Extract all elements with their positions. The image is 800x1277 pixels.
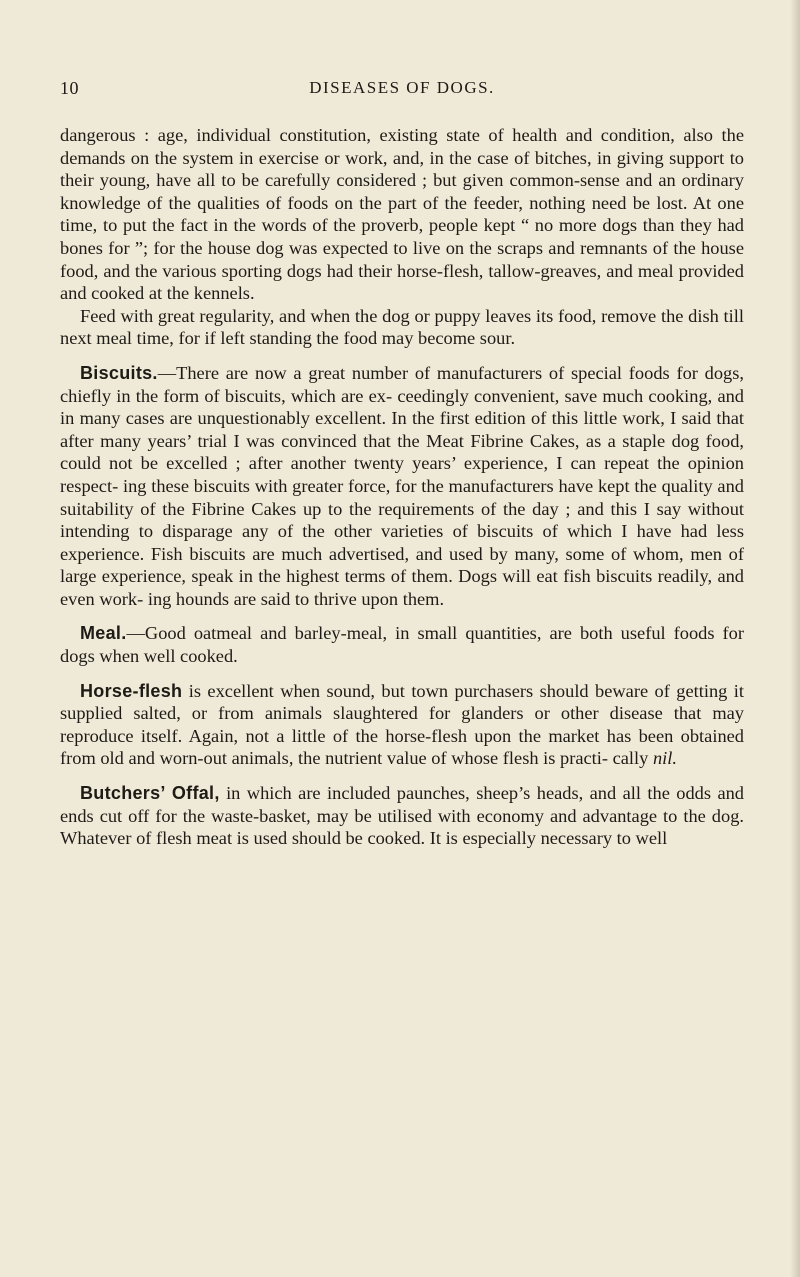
page-number: 10 (60, 78, 79, 98)
section-meal (60, 622, 744, 667)
section-biscuits (60, 362, 744, 611)
biscuits-heading: Biscuits. (80, 362, 158, 383)
horseflesh-nil: nil. (652, 748, 677, 769)
section-butchers-offal (60, 782, 744, 850)
section-horse-flesh (60, 680, 744, 770)
page-header (60, 78, 744, 108)
paragraph-feeding: Feed with great regularity, and when the dog or puppy leaves its food, remove the dish till next meal time, for if left standing the food may become sour. (60, 305, 744, 349)
page-edge-shadow (790, 0, 800, 1277)
offal-text: in which are included paunches, sheep’s heads, and all the odds and ends cut off for the waste-basket, may be utilised with economy and advantage to the dog. Whatever of flesh meat is used should be cooked. It is especially necessary to well (60, 783, 744, 849)
horseflesh-text: is excellent when sound, but town purchasers should beware of getting it supplied salted, or from animals slaughtered for glanders or other disease that may reproduce itself. Again, not a little of the horse-flesh upon the market has been obtained from old and worn-out animals, the nutrient value of whose flesh is practi- cally (60, 680, 744, 769)
horseflesh-heading: Horse-flesh (80, 680, 183, 701)
body-text (60, 124, 744, 850)
meal-heading: Meal. (80, 623, 127, 644)
meal-text: —Good oatmeal and barley-meal, in small quantities, are both useful foods for dogs when well cooked. (60, 623, 744, 667)
offal-heading: Butchers’ Offal, (80, 783, 220, 804)
paragraph-intro: dangerous : age, individual constitution, existing state of health and condition, also the demands on the system in exercise or work, and, in the case of bitches, in giving support to their young, have all to be carefully considered ; but given common-sense and an ordinary knowledge of the qualities of foods on the part of the feeder, nothing need be lost. At one time, to put the fact in the words of the proverb, people kept “ no more dogs than they had bones for ”; for the house dog was expected to live on the scraps and remnants of the house food, and the various sporting dogs had their horse-flesh, tallow-greaves, and meal provided and cooked at the kennels. (60, 125, 744, 304)
running-head: DISEASES OF DOGS. (309, 78, 495, 97)
biscuits-text: —There are now a great number of manufacturers of special foods for dogs, chiefly in the form of biscuits, which are ex- ceedingly convenient, save much cooking, and in many cases are unquestionably excellent. In the first edition of this little work, I said that after many years’ trial I was convinced that the Meat Fibrine Cakes, as a staple dog food, could not be excelled ; after another twenty years’ experience, I can repeat the opinion respect- ing these biscuits with greater force, for the manufacturers have kept the quality and suitability of the Fibrine Cakes up to the requirements of the day ; and this I say without intending to disparage any of the other varieties of biscuits of which I have had less experience. Fish biscuits are much advertised, and used by many, some of whom, men of large experience, speak in the highest terms of them. Dogs will eat fish biscuits readily, and even work- ing hounds are said to thrive upon them. (60, 362, 744, 609)
